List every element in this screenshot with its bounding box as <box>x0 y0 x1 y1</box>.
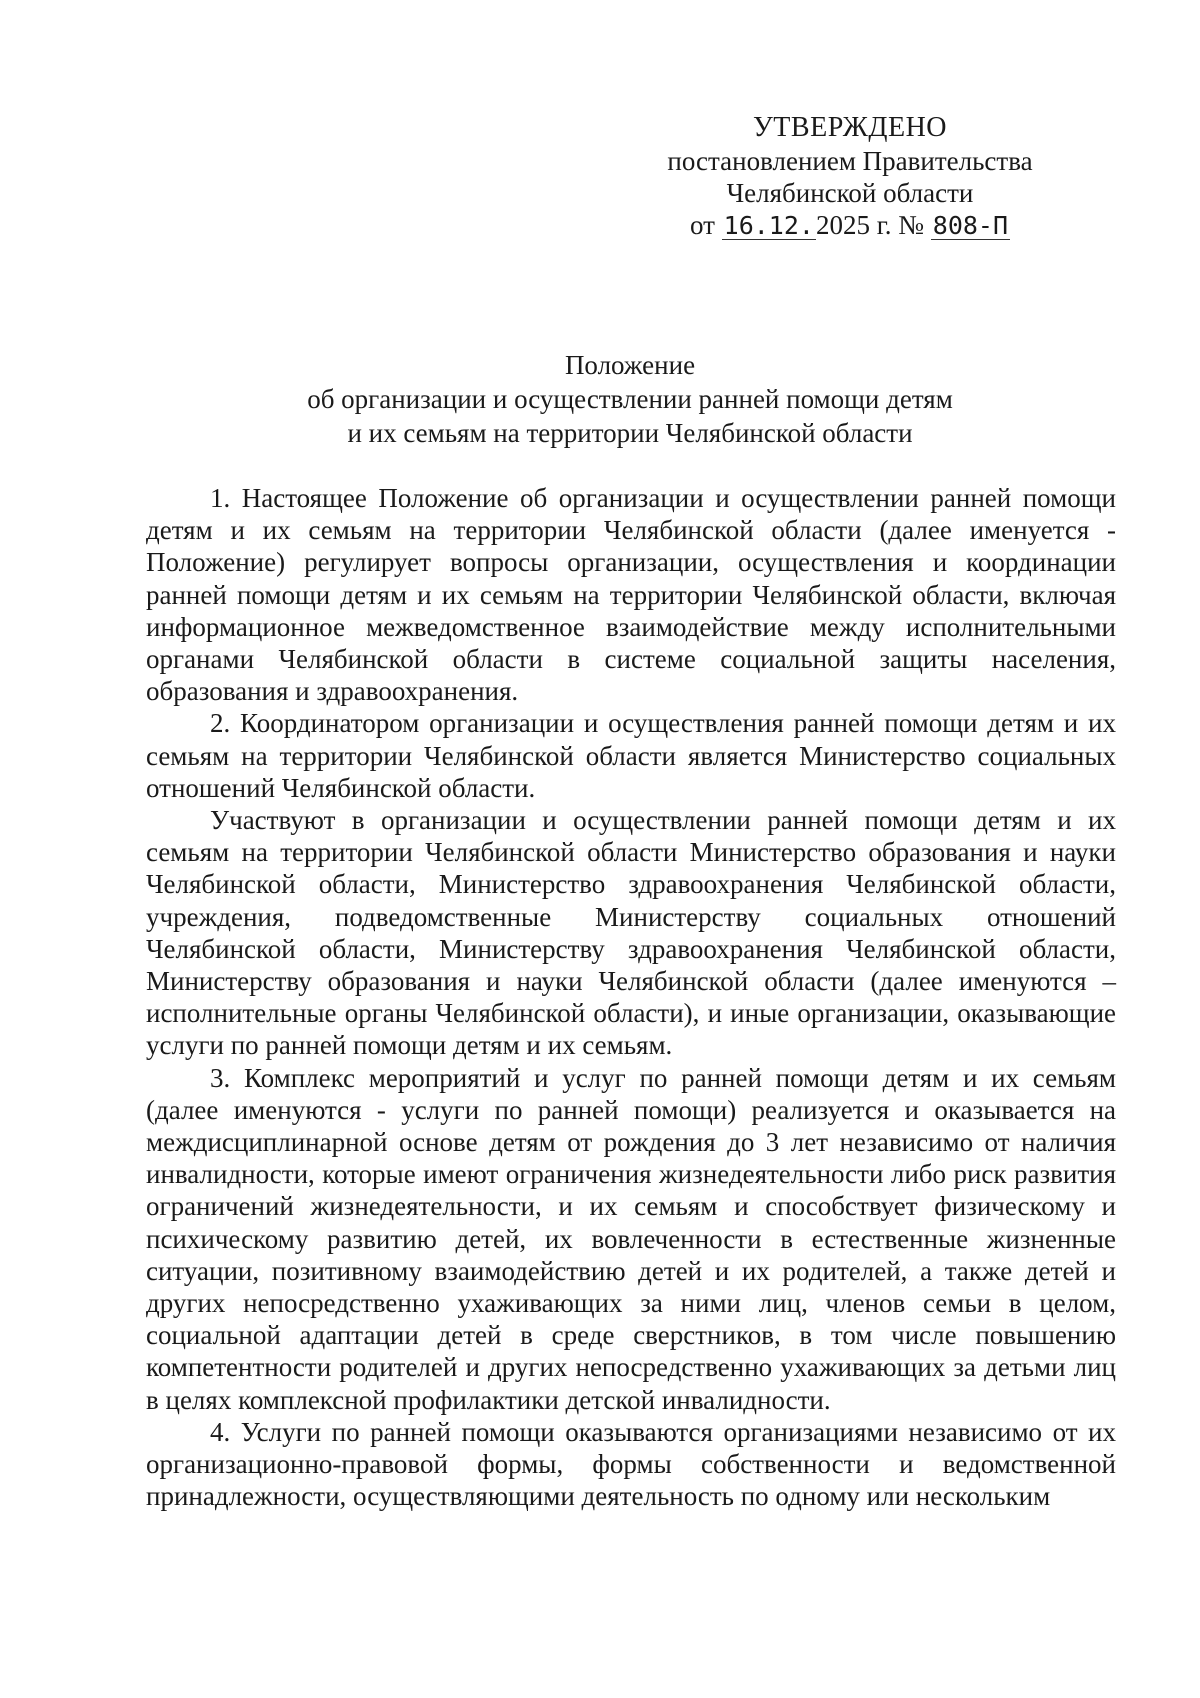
approval-date-line <box>640 209 1060 241</box>
paragraph-3: Участвуют в организации и осуществлении ранней помощи детям и их семьям на территории Челябинской области Министерство образования и науки Челябинской области, Министерство здравоохранения Челябинской области, учреждения, подведомственные Министерству социальных отношений Челябинской области, Министерству здравоохранения Челябинской области, Министерству образования и науки Челябинской области (далее именуются – исполнительные органы Челябинской области), и иные организации, оказывающие услуги по ранней помощи детям и их семьям. <box>146 805 1116 1061</box>
date-prefix: от <box>689 210 715 240</box>
document-title <box>140 348 1120 450</box>
paragraph-5: 4. Услуги по ранней помощи оказываются организациями независимо от их организационно-правовой формы, формы собственности и ведомственной принадлежности, осуществляющими деятельность по одному или нескольким <box>146 1416 1116 1512</box>
approval-line-1: постановлением Правительства <box>667 146 1033 176</box>
date-year: 2025 г. № <box>815 210 925 240</box>
date-value: 16.12. <box>723 211 814 240</box>
approved-heading: УТВЕРЖДЕНО <box>752 112 948 143</box>
document-number: 808-П <box>932 211 1009 240</box>
paragraph-1: 1. Настоящее Положение об организации и осуществлении ранней помощи детям и их семьям на территории Челябинской области (далее именуется - Положение) регулирует вопросы организации, осуществления и координации ранней помощи детям и их семьям на территории Челябинской области, включая информационное межведомственное взаимодействие между исполнительными органами Челябинской области в системе социальной защиты населения, образования и здравоохранения. <box>146 483 1116 707</box>
paragraph-4: 3. Комплекс мероприятий и услуг по ранней помощи детям и их семьям (далее именуются - услуги по ранней помощи) реализуется и оказывается на междисциплинарной основе детям от рождения до 3 лет независимо от наличия инвалидности, которые имеют ограничения жизнедеятельности либо риск развития ограничений жизнедеятельности, и их семьям и способствует физическому и психическому развитию детей, их вовлеченности в естественные жизненные ситуации, позитивному взаимодействию детей и их родителей, а также детей и других непосредственно ухаживающих за ними лиц, членов семьи в целом, социальной адаптации детей в среде сверстников, в том числе повышению компетентности родителей и других непосредственно ухаживающих за детьми лиц в целях комплексной профилактики детской инвалидности. <box>146 1062 1116 1415</box>
title-line-3: и их семьям на территории Челябинской области <box>347 418 913 448</box>
title-line-2: об организации и осуществлении ранней помощи детям <box>307 384 953 414</box>
approval-stamp <box>640 112 1060 241</box>
document-body <box>146 482 1116 1513</box>
paragraph-2: 2. Координатором организации и осуществления ранней помощи детям и их семьям на территории Челябинской области является Министерство социальных отношений Челябинской области. <box>146 708 1116 803</box>
approval-line-2: Челябинской области <box>726 178 974 208</box>
title-line-1: Положение <box>564 350 696 380</box>
